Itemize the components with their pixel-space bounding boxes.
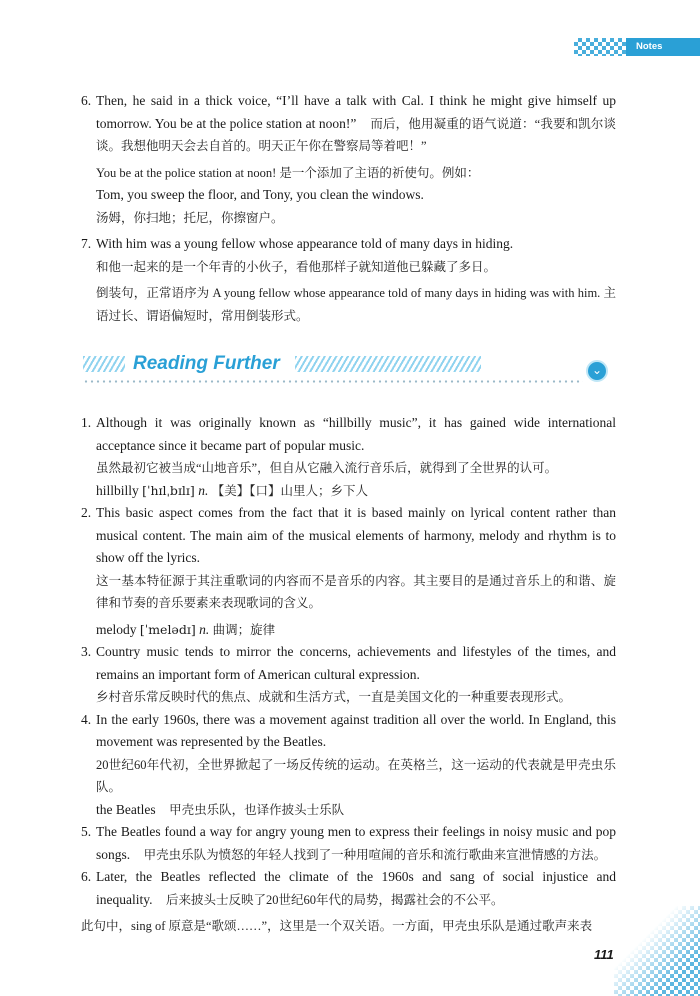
note-translation: 甲壳虫乐队为愤怒的年轻人找到了一种用喧闹的音乐和流行歌曲来宣泄情感的方法。 [143, 847, 607, 862]
vocab-entry [96, 480, 616, 503]
vocab-definition: 【美】【口】山里人；乡下人 [211, 483, 368, 498]
note-sentence: Later, the Beatles reflected the climate of the 1960s and sang of social injustice and inequality. 后来披头士反映了20世纪60年代的局势，揭露社会的不公平。 [96, 869, 616, 907]
notes-label: Notes [626, 38, 700, 56]
note-explanation: You be at the police station at noon! 是一个添加了主语的祈使句。例如： [96, 165, 480, 180]
vocab-phonetic: [ˈmelədɪ] [139, 621, 196, 637]
vocab-entry [96, 619, 616, 642]
note-sentence: With him was a young fellow whose appearance told of many days in hiding. [96, 236, 514, 251]
note-translation: 这一基本特征源于其注重歌词的内容而不是音乐的内容。其主要目的是通过音乐上的和谐、旋律和节奏的音乐要素来表现歌词的含义。 [96, 573, 616, 610]
note-sentence: Then, he said in a thick voice, “I’ll have a talk with Cal. I think he might give himself up tomorrow. You be at the police station at noon!” 而后，他用凝重的语气说道：“我要和凯尔谈谈。我想他明天会去自首的。明天正午你在警察局等着吧！” [96, 93, 616, 153]
note-explanation: 此句中，sing of 原意是“歌颂……”，这里是一个双关语。一方面，甲壳虫乐队是通过歌声来表 [81, 919, 593, 933]
note-sentence: In the early 1960s, there was a movement against tradition all over the world. In England, this movement was represented by the Beatles. [96, 711, 616, 749]
note-translation: 和他一起来的是一个年青的小伙子，看他那样子就知道他已躲藏了多日。 [96, 259, 497, 274]
reading-notes [81, 412, 616, 938]
note-number: 7. [81, 236, 92, 251]
note-sentence: The Beatles found a way for angry young men to express their feelings in noisy music and pop songs. 甲壳虫乐队为愤怒的年轻人找到了一种用喧闹的音乐和流行歌曲来宣泄情感的方法。 [96, 824, 616, 862]
note-number: 6. [81, 869, 92, 884]
vocab-pos: n. [199, 621, 210, 637]
vocab-pos: n. [198, 482, 209, 498]
note-sentence: This basic aspect comes from the fact that it is based mainly on lyrical content rather than musical content. The main aim of the musical elements of harmony, melody and rhythm is to show off the lyrics. [96, 505, 616, 565]
vocab-word: hillbilly [96, 482, 139, 498]
pixel-decoration [574, 38, 632, 56]
note-translation: 而后，他用凝重的语气说道：“我要和凯尔谈谈。我想他明天会去自首的。明天正午你在警察局等着吧！” [96, 116, 616, 153]
note-extra [96, 799, 616, 822]
stripe-decoration-right [295, 356, 481, 372]
note-number: 4. [81, 711, 92, 727]
note-sentence: Although it was originally known as “hillbilly music”, it has gained wide international acceptance since it became part of popular music. [96, 415, 616, 453]
note-item-7 [81, 233, 616, 327]
note-number: 2. [81, 505, 92, 520]
reading-item-2 [81, 502, 616, 641]
reading-item-1 [81, 412, 616, 502]
note-translation: 后来披头士反映了20世纪60年代的局势，揭露社会的不公平。 [166, 892, 504, 907]
section-title: Reading Further [133, 353, 280, 374]
vocab-word: melody [96, 621, 137, 637]
note-number: 5. [81, 824, 92, 839]
note-number: 6. [81, 93, 92, 108]
reading-item-6 [81, 866, 616, 911]
note-translation: 乡村音乐常反映时代的焦点、成就和生活方式，一直是美国文化的一种重要表现形式。 [96, 690, 572, 704]
extra-translation: 甲壳虫乐队，也译作披头士乐队 [169, 802, 345, 817]
note-sentence: Country music tends to mirror the concerns, achievements and lifestyles of the times, and remains an important form of American cultural expression. [96, 644, 616, 682]
note-translation: 20世纪60年代初，全世界掀起了一场反传统的运动。在英格兰，这一运动的代表就是甲壳虫乐队。 [96, 757, 616, 794]
chevron-down-circle-icon[interactable]: ⌄ [586, 360, 608, 382]
note-number: 1. [81, 415, 92, 430]
example-translation: 汤姆，你扫地；托尼，你擦窗户。 [96, 210, 284, 225]
notes-tab [574, 38, 700, 56]
vocab-definition: 曲调；旋律 [212, 622, 276, 637]
extra-term: the Beatles [96, 801, 156, 817]
example-sentence: Tom, you sweep the floor, and Tony, you clean the windows. [96, 187, 424, 202]
top-notes [81, 90, 616, 327]
dotted-divider [83, 380, 583, 383]
corner-pixel-decoration [614, 906, 700, 996]
page-number: 111 [594, 947, 614, 962]
vocab-phonetic: [ˈhɪlˌbɪlɪ] [142, 482, 195, 498]
reading-item-3 [81, 641, 616, 709]
note-item-6 [81, 90, 616, 229]
note-translation: 虽然最初它被当成“山地音乐”，但自从它融入流行音乐后，就得到了全世界的认可。 [96, 461, 558, 475]
note-number: 3. [81, 644, 92, 659]
reading-item-4 [81, 709, 616, 822]
section-header [83, 350, 615, 388]
note-explanation: 倒装句，正常语序为 A young fellow whose appearance told of many days in hiding was with him. 主语过长、谓语偏短时，常用倒装形式。 [96, 286, 616, 323]
stripe-decoration-left [83, 356, 125, 372]
reading-item-5 [81, 821, 616, 866]
